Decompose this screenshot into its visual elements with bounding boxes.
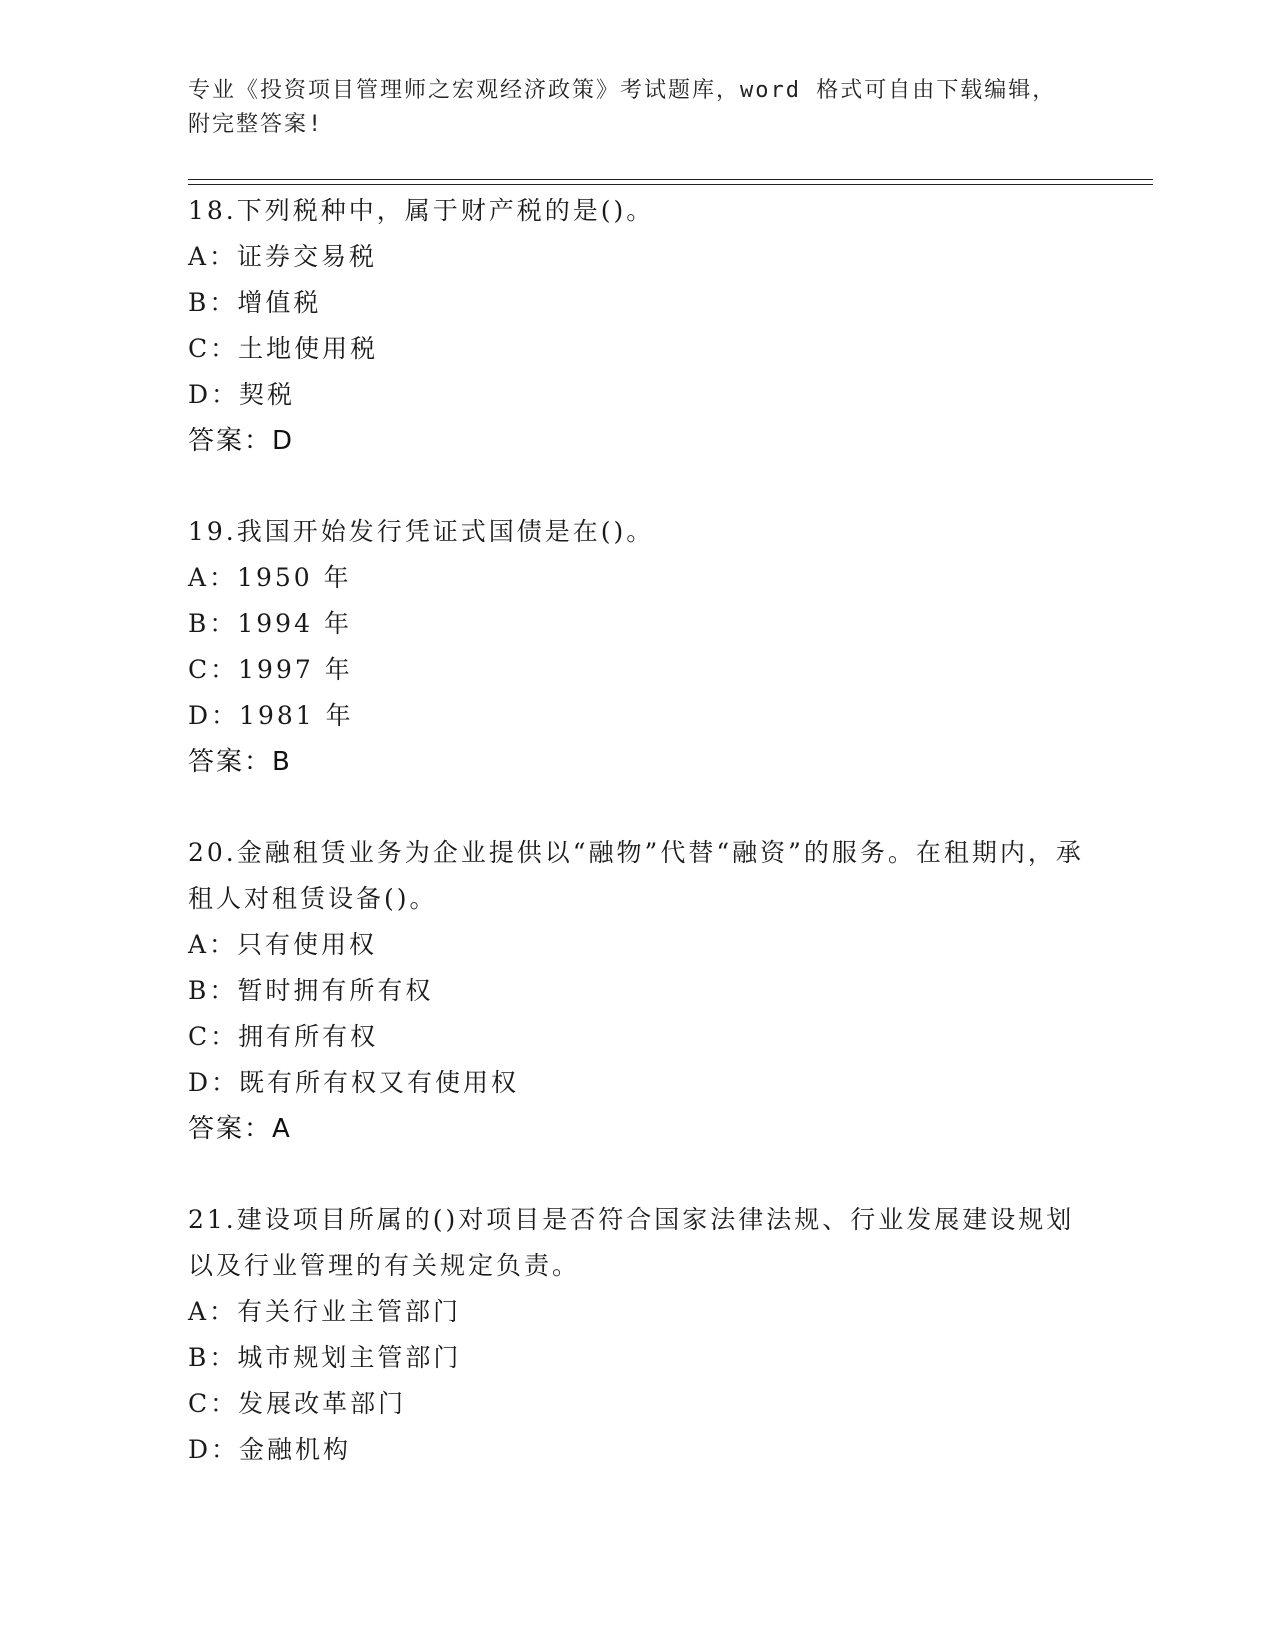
answer: 答案：A — [188, 1114, 292, 1144]
option-a: A：有关行业主管部门 — [188, 1297, 462, 1326]
question-list — [188, 188, 1088, 1518]
document-header — [188, 74, 1088, 142]
option-c: C：1997 年 — [188, 655, 353, 684]
option-d: D：既有所有权又有使用权 — [188, 1068, 520, 1097]
option-b: B：1994 年 — [188, 609, 352, 638]
answer: 答案：D — [188, 426, 295, 456]
question-20 — [188, 830, 1088, 1152]
header-divider-bottom — [188, 184, 1153, 185]
question-stem: 18.下列税种中，属于财产税的是()。 — [188, 196, 655, 225]
option-d: D：契税 — [188, 380, 296, 409]
option-a: A：证券交易税 — [188, 242, 378, 271]
option-c: C：土地使用税 — [188, 334, 379, 363]
header-line-2: 附完整答案! — [188, 112, 324, 137]
option-d: D：金融机构 — [188, 1435, 352, 1464]
option-b: B：增值税 — [188, 288, 322, 317]
option-c: C：拥有所有权 — [188, 1022, 379, 1051]
question-21 — [188, 1197, 1088, 1473]
option-b: B：暂时拥有所有权 — [188, 976, 434, 1005]
question-stem: 19.我国开始发行凭证式国债是在()。 — [188, 517, 655, 546]
question-stem: 20.金融租赁业务为企业提供以“融物”代替“融资”的服务。在租期内，承租人对租赁设备()。 — [188, 838, 1084, 913]
option-c: C：发展改革部门 — [188, 1389, 407, 1418]
question-stem: 21.建设项目所属的()对项目是否符合国家法律法规、行业发展建设规划以及行业管理的有关规定负责。 — [188, 1205, 1075, 1280]
option-b: B：城市规划主管部门 — [188, 1343, 462, 1372]
option-d: D：1981 年 — [188, 701, 354, 730]
question-18 — [188, 188, 1088, 464]
option-a: A：1950 年 — [188, 563, 352, 592]
header-line-1: 专业《投资项目管理师之宏观经济政策》考试题库，word 格式可自由下载编辑， — [188, 78, 1057, 103]
option-a: A：只有使用权 — [188, 930, 378, 959]
answer: 答案：B — [188, 747, 292, 777]
question-19 — [188, 509, 1088, 785]
header-divider-top — [188, 179, 1153, 180]
